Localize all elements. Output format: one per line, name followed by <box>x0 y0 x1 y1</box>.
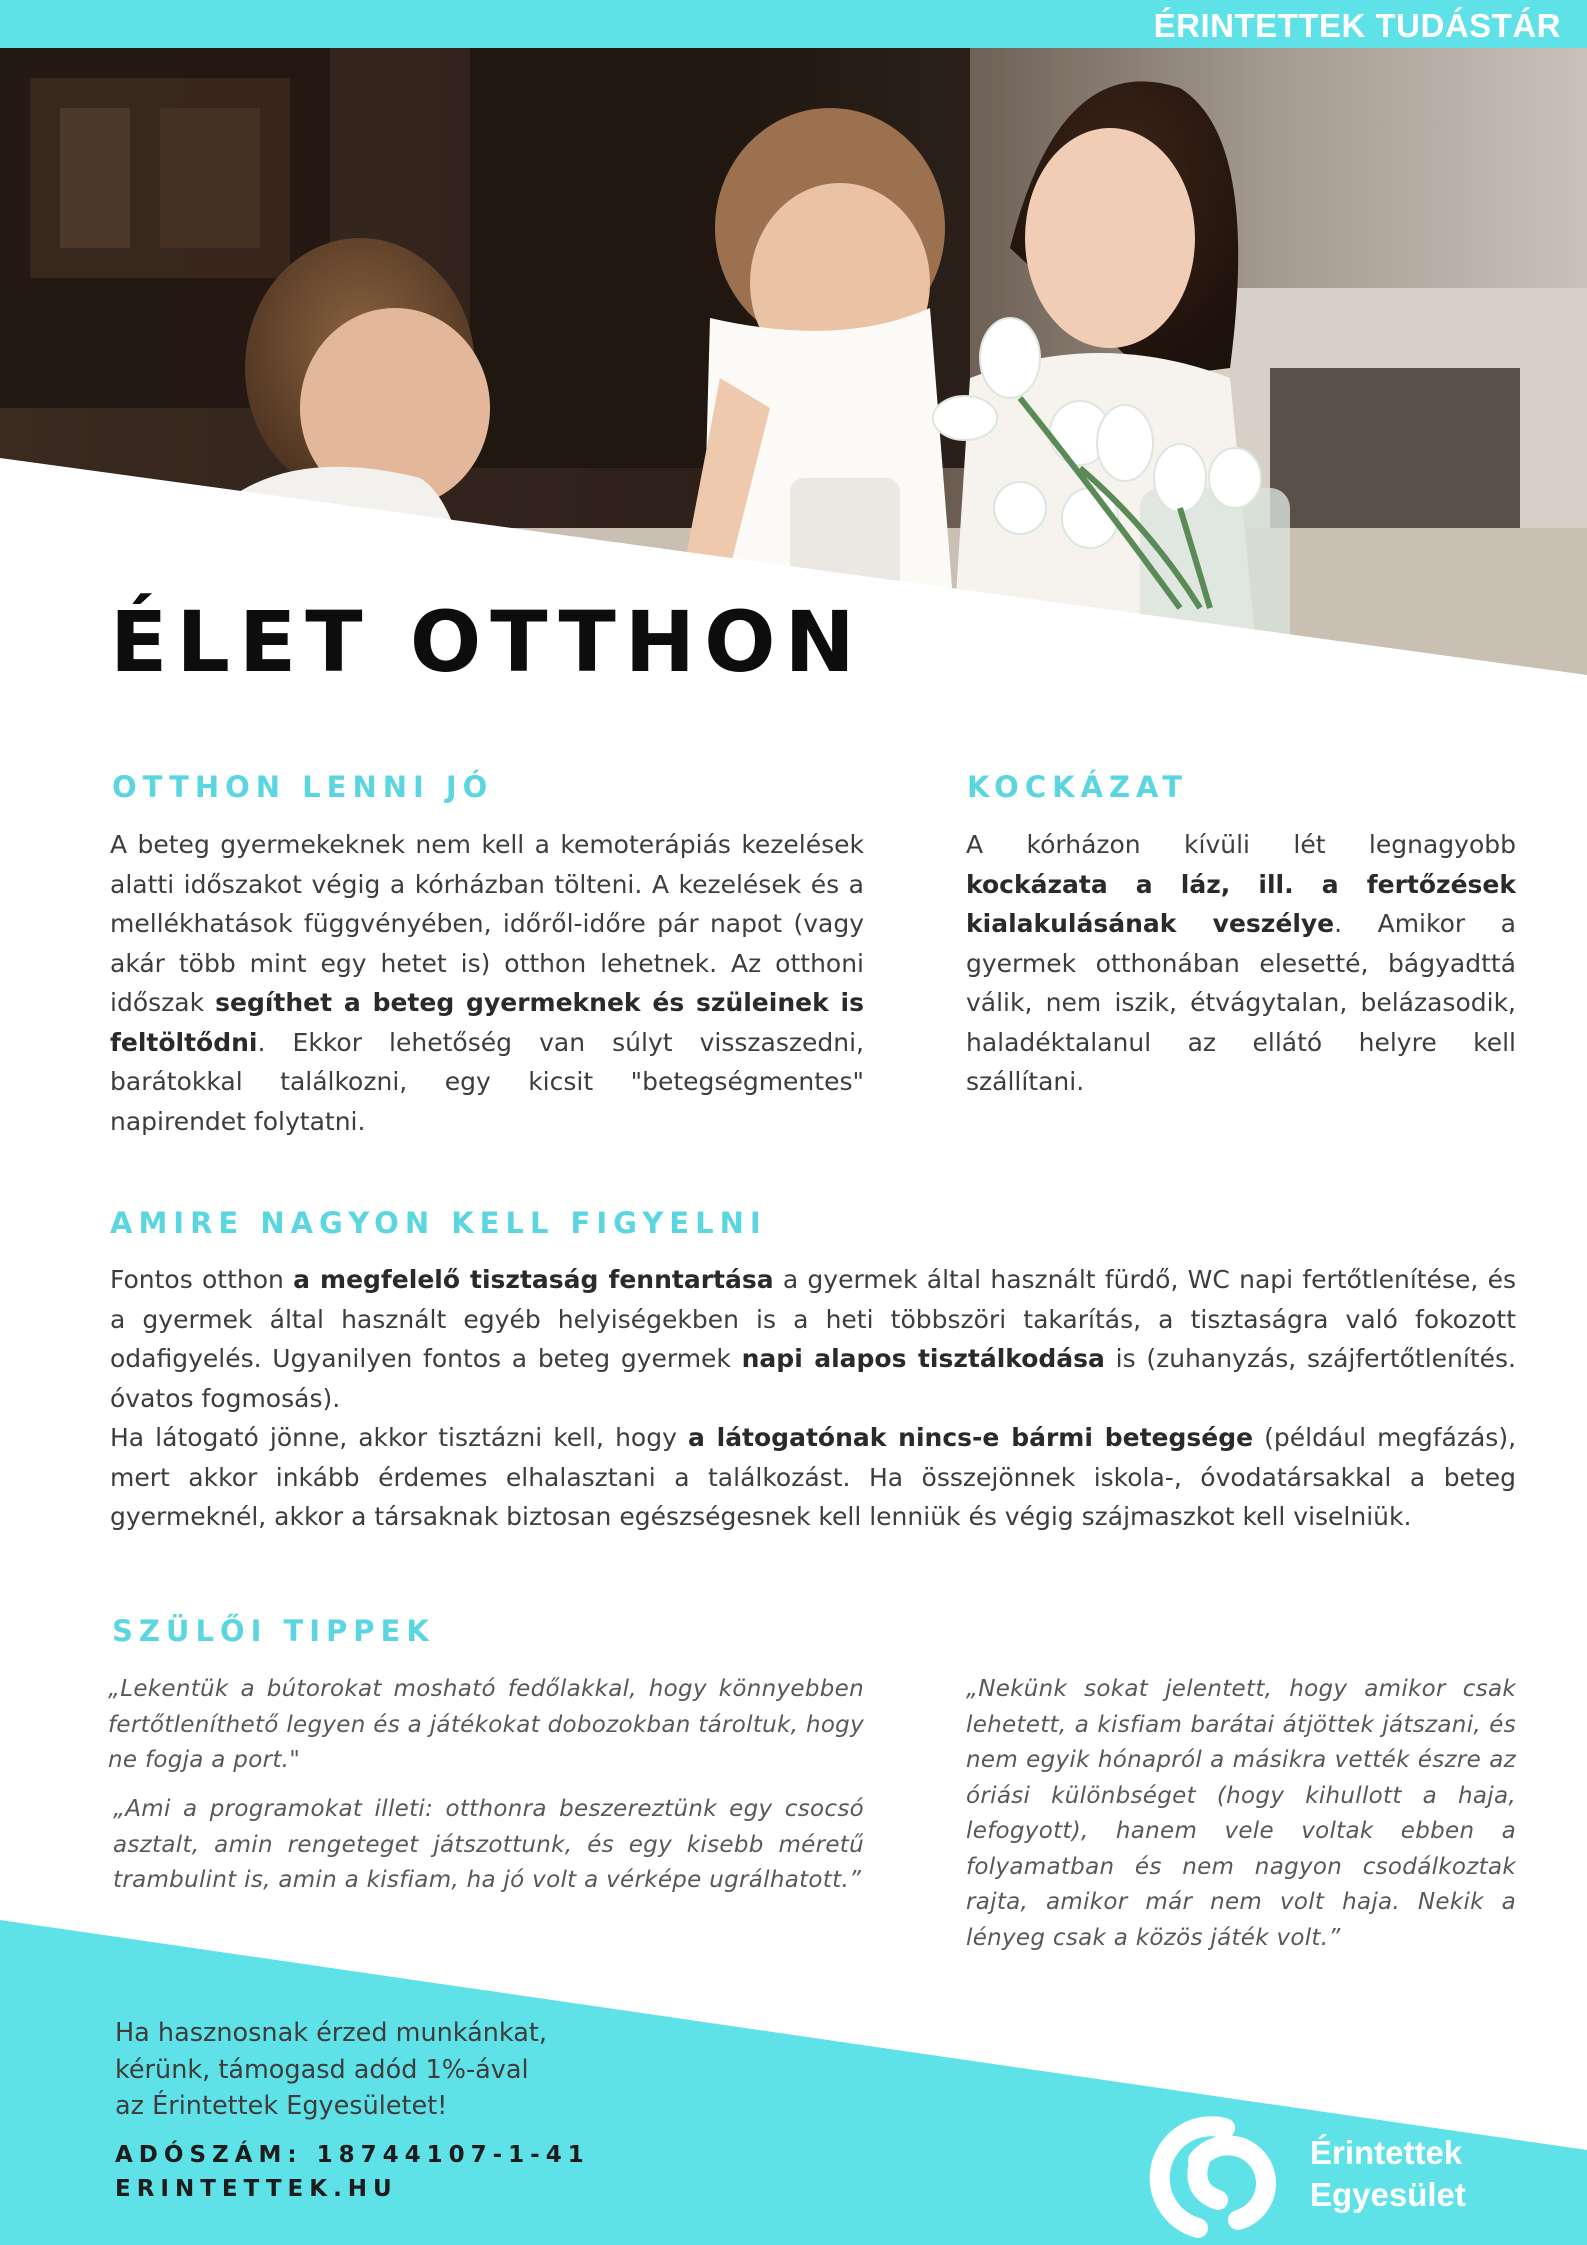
section-heading-home: OTTHON LENNI JÓ <box>112 770 494 804</box>
section-heading-risk: KOCKÁZAT <box>967 770 1189 804</box>
top-banner <box>0 0 1587 48</box>
section-heading-tips: SZÜLŐI TIPPEK <box>112 1614 435 1648</box>
support-message <box>115 2015 635 2125</box>
support-line: az Érintettek Egyesületet! <box>115 2091 448 2121</box>
support-line: kérünk, támogasd adód 1%-ával <box>115 2054 529 2085</box>
page-title: ÉLET OTTHON <box>110 593 864 691</box>
association-logo-icon <box>1130 2100 1295 2245</box>
website-link[interactable]: ERINTETTEK.HU <box>115 2176 398 2202</box>
hero-photo-illustration <box>0 48 1587 691</box>
hero-photo <box>0 48 1587 691</box>
association-logo-text: Érintettek Egyesület <box>1310 2134 1466 2213</box>
support-line: Ha hasznosnak érzed munkánkat, <box>115 2018 547 2048</box>
section-heading-attention: AMIRE NAGYON KELL FIGYELNI <box>110 1206 767 1240</box>
brand-title: ÉRINTETTEK TUDÁSTÁR <box>1153 7 1561 44</box>
section-text-home: A beteg gyermekeknek nem kell a kemoterápiás kezelések alatti időszakot végig a kórházban tölteni. A kezelések és a mellékhatások függvényében, időről-időre pár napot (vagy akár több mint egy hetet is) otthon lehetnek. Az otthoni időszak segíthet a beteg gyermeknek és szüleinek is feltöltődni. Ekkor lehetőség van súlyt visszaszedni, barátokkal találkozni, egy kicsit "betegségmentes" napirendet folytatni. <box>110 830 864 1136</box>
parent-quote-2: „Ami a programokat illeti: otthonra beszereztünk egy csocsó asztalt, amin rengeteget játszottunk, és egy kisebb méretű trambulint is, amin a kisfiam, ha jó volt a vérképe ugrálhatott.” <box>113 1796 864 1893</box>
parent-quote-3: „Nekünk sokat jelentett, hogy amikor csak lehetett, a kisfiam barátai átjöttek játszani, és nem egyik hónapról a másikra vették észre az óriási különbséget (hogy kihullott a haja, lefogyott), hanem vele voltak ebben a folyamatban és nem nagyon csodálkoztak rajta, amikor már nem volt haja. Nekik a lényeg csak a közös játék volt.” <box>966 1676 1516 1951</box>
tax-number: ADÓSZÁM: 18744107-1-41 <box>115 2142 590 2168</box>
section-text-attention: Fontos otthon a megfelelő tisztaság fenntartása a gyermek által használt fürdő, WC napi fertőtlenítése, és a gyermek által használt egyéb helyiségekben is a heti többszöri takarítás, a tisztaságra való fokozott odafigyelés. Ugyanilyen fontos a beteg gyermek napi alapos tisztálkodása is (zuhanyzás, szájfertőtlenítés. óvatos fogmosás). Ha látogató jönne, akkor tisztázni kell, hogy a látogatónak nincs-e bármi betegsége (például megfázás), mert akkor inkább érdemes elhalasztani a találkozást. Ha összejönnek iskola-, óvodatársakkal a beteg gyermeknél, akkor a társaknak biztosan egészségesnek kell lenniük és végig szájmaszkot kell viselniük. <box>110 1265 1517 1531</box>
section-text-risk: A kórházon kívüli lét legnagyobb kockázata a láz, ill. a fertőzések kialakulásának veszélye. Amikor a gyermek otthonában elesetté, bágyadttá válik, nem iszik, étvágytalan, belázasodik, haladéktalanul az ellátó helyre kell szállítani. <box>966 830 1516 1096</box>
parent-quote-1: „Lekentük a bútorokat mosható fedőlakkal, hogy könnyebben fertőtleníthető legyen és a játékokat dobozokban tároltuk, hogy ne fogja a port." <box>108 1676 864 1773</box>
